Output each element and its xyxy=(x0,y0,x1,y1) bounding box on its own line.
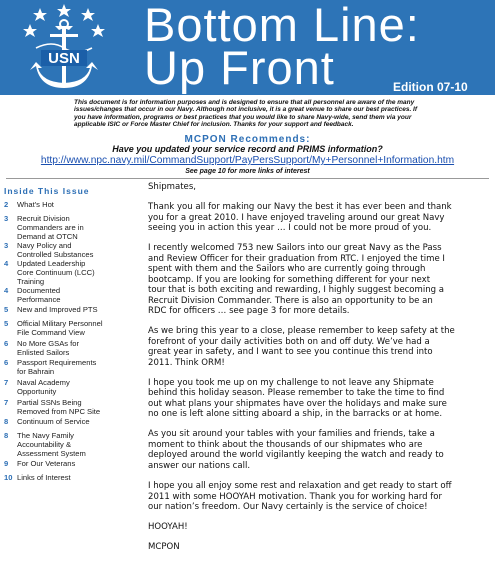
letter-line: behind this holiday season. Please remember to take the time to find xyxy=(148,388,445,399)
toc-item-title xyxy=(17,260,130,286)
toc-item-line: Controlled Substances xyxy=(17,249,94,259)
toc-item-title xyxy=(17,359,130,377)
toc-item-line: Accountability & xyxy=(17,439,72,449)
letter-paragraph xyxy=(148,429,493,471)
table-of-contents xyxy=(4,186,132,482)
toc-item-line: For Our Veterans xyxy=(17,459,76,468)
disclaimer-line: applicable ISIC or Force Master Chief for inclusion. Thanks for your support and feedback. xyxy=(74,121,354,129)
toc-item-title xyxy=(17,215,130,241)
letter-line: great year in safety, and I want to see you continue this trend into xyxy=(148,347,433,358)
letter-signature: MCPON xyxy=(148,542,180,553)
letter-line: forefront of your daily activities both on and off duty. We’ve had a xyxy=(148,336,430,347)
toc-item-line: Opportunity xyxy=(17,386,57,396)
disclaimer-line: issues/changes that occur in our Navy. Although not inclusive, it is a great venue to share our best practices. If xyxy=(74,106,418,114)
toc-page-number: 3 xyxy=(4,214,9,223)
personnel-info-link[interactable]: http://www.npc.navy.mil/CommandSupport/PayPersSupport/My+Personnel+Information.htm xyxy=(40,155,455,166)
toc-item-line: Demand at OTCN xyxy=(17,231,78,241)
toc-item-line: Passport Requirements xyxy=(17,358,97,367)
toc-item-line: File Command View xyxy=(17,327,85,337)
toc-page-number: 3 xyxy=(4,241,9,250)
letter-greeting: Shipmates, xyxy=(148,182,196,192)
recommends-question: Have you updated your service record and PRIMS information? xyxy=(112,144,383,154)
letter-line: Thank you all for making our Navy the best it has ever been and thank xyxy=(148,202,452,213)
toc-item-title xyxy=(17,399,130,417)
toc-item-line: New and Improved PTS xyxy=(17,305,98,314)
toc-page-number: 7 xyxy=(4,378,9,387)
letter-paragraph xyxy=(148,326,493,368)
toc-page-number: 6 xyxy=(4,358,9,367)
letter-line: our nation’s freedom. Our Navy certainly is the service of choice! xyxy=(148,502,428,513)
letter-paragraph xyxy=(148,378,493,420)
toc-page-number: 5 xyxy=(4,305,9,314)
toc-item-title xyxy=(17,474,130,483)
letter-line: Recruit Division Commander. There is also an opportunity to be an xyxy=(148,295,433,306)
letter-line: and Review Officer for their graduation from RTC. I enjoyed the time I xyxy=(148,253,445,264)
toc-item-line: Naval Academy xyxy=(17,378,70,387)
letter-line: RDC for officers … see page 3 for more details. xyxy=(148,306,350,317)
letter-paragraph xyxy=(148,243,493,317)
svg-text:USN: USN xyxy=(48,50,80,67)
toc-item-title xyxy=(17,201,130,210)
toc-item-title xyxy=(17,320,130,338)
toc-item-title xyxy=(17,460,130,469)
disclaimer-line: you have information, programs or best practices that you would like to share Navy-wide, send them via your xyxy=(74,113,412,121)
toc-page-number: 6 xyxy=(4,339,9,348)
letter-line: 2011 with some HOOYAH motivation. Thank you for working hard for xyxy=(148,491,443,502)
toc-item-line: Documented xyxy=(17,286,61,295)
toc-page-number: 8 xyxy=(4,431,9,440)
toc-page-number: 7 xyxy=(4,398,9,407)
recommends-note: See page 10 for more links of interest xyxy=(185,168,310,175)
toc-item-line: Recruit Division xyxy=(17,214,70,223)
toc-item-line: The Navy Family xyxy=(17,431,74,440)
toc-page-number: 10 xyxy=(4,473,13,482)
toc-item-title xyxy=(17,306,130,315)
letter-line: As we bring this year to a close, please remember to keep safety at the xyxy=(148,326,455,337)
navy-anchor-logo xyxy=(22,4,106,92)
letter-line: out what plans your shipmates have over the holidays and make sure xyxy=(148,398,447,409)
letter-paragraph xyxy=(148,202,493,234)
toc-item-title xyxy=(17,242,130,260)
toc-item-line: What's Hot xyxy=(17,200,54,209)
letter-line: tour that is both exciting and rewarding, I highly suggest becoming a xyxy=(148,285,445,296)
letter-line: bootcamp. If you are looking for something different for your next xyxy=(148,274,431,285)
letter-line: moment to think about the thousands of our shipmates who are xyxy=(148,439,423,450)
toc-item-line: Links of Interest xyxy=(17,473,71,482)
toc-item-line: No More GSAs for xyxy=(17,339,80,348)
toc-page-number: 4 xyxy=(4,259,9,268)
toc-item-title xyxy=(17,418,130,427)
disclaimer-text xyxy=(74,99,474,129)
toc-page-number: 5 xyxy=(4,319,9,328)
letter-line: seeing you in action this year … I could not be more proud of you. xyxy=(148,223,432,234)
toc-item-title xyxy=(17,340,130,358)
header-banner xyxy=(0,0,495,95)
letter-line: 2011. Think ORM! xyxy=(148,357,225,368)
toc-item-line: Partial SSNs Being xyxy=(17,398,82,407)
letter-line: no one is left alone sitting aboard a ship, in the barracks or at home. xyxy=(148,409,443,420)
toc-item-line: Removed from NPC Site xyxy=(17,406,101,416)
recommends-heading: MCPON Recommends: xyxy=(184,134,311,145)
toc-item-line: for Bahrain xyxy=(17,366,55,376)
toc-item-line: Navy Policy and xyxy=(17,241,72,250)
toc-item-line: Performance xyxy=(17,294,61,304)
toc-page-number: 8 xyxy=(4,417,9,426)
disclaimer-line: This document is for information purposes and is designed to ensure that all personnel are aware of the many xyxy=(74,99,415,106)
letter-line: I hope you all enjoy some rest and relaxation and get ready to start off xyxy=(148,481,452,492)
letter-line: answer our nations call. xyxy=(148,460,251,471)
toc-item-line: Continuum of Service xyxy=(17,417,90,426)
letter-line: I hope you took me up on my challenge to not leave any Shipmate xyxy=(148,377,434,388)
toc-item-line: Core Continuum (LCC) xyxy=(17,267,95,277)
toc-heading: Inside This Issue xyxy=(4,186,90,196)
toc-item-line: Training xyxy=(17,276,45,286)
letter-line: spent with them and the Sailors who are currently going through xyxy=(148,264,426,275)
mcpon-letter xyxy=(148,182,493,562)
toc-item-title xyxy=(17,432,130,458)
letter-closing: HOOYAH! xyxy=(148,522,188,533)
edition-label: Edition 07-10 xyxy=(393,80,468,94)
letter-line: deployed around the world vigilantly keeping the watch and ready to xyxy=(148,450,444,461)
letter-line: As you sit around your tables with your families and friends, take a xyxy=(148,429,435,440)
toc-page-number: 4 xyxy=(4,286,9,295)
toc-item-title xyxy=(17,379,130,397)
newsletter-title-line1: Bottom Line: xyxy=(144,0,420,51)
letter-line: you for a great 2010. I have enjoyed traveling around our great Navy xyxy=(148,212,445,223)
section-divider xyxy=(6,178,489,179)
toc-item-line: Assessment System xyxy=(17,448,86,458)
newsletter-title-line2: Up Front xyxy=(144,41,335,94)
toc-item-title xyxy=(17,287,130,305)
toc-page-number: 2 xyxy=(4,200,9,209)
toc-item-line: Enlisted Sailors xyxy=(17,347,70,357)
letter-paragraph xyxy=(148,481,493,513)
toc-item-line: Official Military Personnel xyxy=(17,319,103,328)
toc-page-number: 9 xyxy=(4,459,9,468)
letter-line: I recently welcomed 753 new Sailors into our great Navy as the Pass xyxy=(148,243,442,254)
toc-item-line: Updated Leadership xyxy=(17,259,86,268)
toc-item-line: Commanders are in xyxy=(17,222,84,232)
